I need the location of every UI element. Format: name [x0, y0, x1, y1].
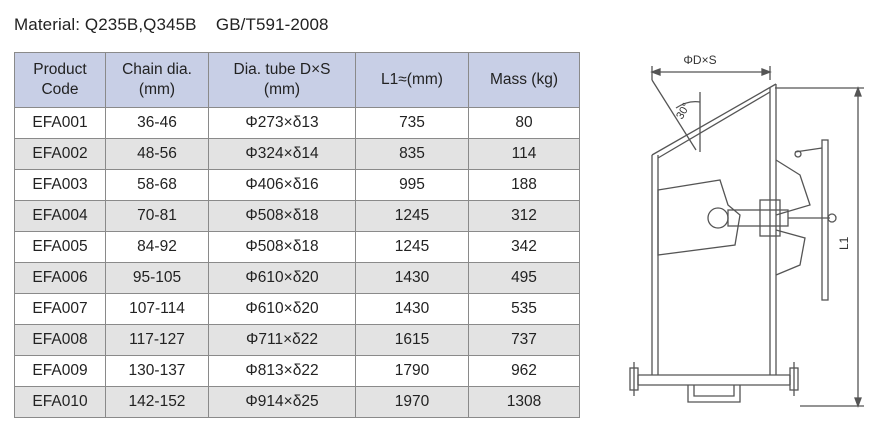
- table-cell: 1308: [469, 387, 580, 418]
- column-header: [469, 53, 580, 108]
- column-header: [356, 53, 469, 108]
- table-cell: 70-81: [106, 201, 209, 232]
- column-header: [209, 53, 356, 108]
- table-cell: Φ508×δ18: [209, 232, 356, 263]
- table-cell: 1615: [356, 325, 469, 356]
- column-header-line2: (mm): [263, 81, 301, 98]
- table-cell: Φ610×δ20: [209, 294, 356, 325]
- table-row: [15, 387, 580, 418]
- table-cell: EFA005: [15, 232, 106, 263]
- table-cell: 58-68: [106, 170, 209, 201]
- table-cell: 188: [469, 170, 580, 201]
- hawse-pipe-drawing: [600, 40, 870, 420]
- table-cell: EFA002: [15, 139, 106, 170]
- table-cell: EFA009: [15, 356, 106, 387]
- column-header-line1: Product: [33, 61, 87, 78]
- table-row: [15, 139, 580, 170]
- table-cell: 130-137: [106, 356, 209, 387]
- table-cell: 114: [469, 139, 580, 170]
- diameter-label: ΦD×S: [683, 53, 717, 67]
- table-cell: Φ273×δ13: [209, 108, 356, 139]
- column-header-line1: Chain dia.: [122, 61, 192, 78]
- table-row: [15, 170, 580, 201]
- table-row: [15, 108, 580, 139]
- table-cell: 962: [469, 356, 580, 387]
- table-cell: Φ711×δ22: [209, 325, 356, 356]
- table-cell: Φ610×δ20: [209, 263, 356, 294]
- table-cell: 1245: [356, 232, 469, 263]
- table-cell: EFA010: [15, 387, 106, 418]
- table-cell: 1245: [356, 201, 469, 232]
- table-cell: 312: [469, 201, 580, 232]
- table-row: [15, 294, 580, 325]
- table-cell: EFA001: [15, 108, 106, 139]
- table-cell: EFA003: [15, 170, 106, 201]
- column-header-line1: L1≈(mm): [381, 71, 443, 88]
- length-label: L1: [837, 236, 851, 250]
- column-header-line2: Code: [41, 81, 79, 98]
- table-cell: 48-56: [106, 139, 209, 170]
- column-header: [106, 53, 209, 108]
- table-header-row: [15, 53, 580, 108]
- table-cell: 117-127: [106, 325, 209, 356]
- column-header-line1: Dia. tube D×S: [233, 61, 331, 78]
- table-row: [15, 356, 580, 387]
- table-cell: 80: [469, 108, 580, 139]
- table-cell: Φ324×δ14: [209, 139, 356, 170]
- table-cell: 737: [469, 325, 580, 356]
- table-cell: 735: [356, 108, 469, 139]
- table-cell: 495: [469, 263, 580, 294]
- table-row: [15, 201, 580, 232]
- table-cell: 835: [356, 139, 469, 170]
- material-standard-line: Material: Q235B,Q345B GB/T591-2008: [14, 15, 329, 34]
- table-cell: Φ406×δ16: [209, 170, 356, 201]
- column-header: [15, 53, 106, 108]
- table-cell: EFA007: [15, 294, 106, 325]
- table-cell: 1430: [356, 263, 469, 294]
- table-cell: Φ508×δ18: [209, 201, 356, 232]
- column-header-line2: (mm): [138, 81, 176, 98]
- table-row: [15, 232, 580, 263]
- table-cell: 535: [469, 294, 580, 325]
- table-cell: 84-92: [106, 232, 209, 263]
- table-row: [15, 325, 580, 356]
- table-cell: 342: [469, 232, 580, 263]
- table-cell: 1430: [356, 294, 469, 325]
- table-cell: 36-46: [106, 108, 209, 139]
- table-body: [15, 108, 580, 418]
- table-cell: Φ914×δ25: [209, 387, 356, 418]
- table-cell: 1970: [356, 387, 469, 418]
- table-cell: 1790: [356, 356, 469, 387]
- table-cell: Φ813×δ22: [209, 356, 356, 387]
- specification-table: [14, 52, 580, 418]
- table-cell: 995: [356, 170, 469, 201]
- table-row: [15, 263, 580, 294]
- table-cell: EFA008: [15, 325, 106, 356]
- table-cell: 107-114: [106, 294, 209, 325]
- table-cell: 142-152: [106, 387, 209, 418]
- table-cell: EFA006: [15, 263, 106, 294]
- angle-label: 30°: [674, 101, 693, 122]
- table-cell: EFA004: [15, 201, 106, 232]
- column-header-line1: Mass (kg): [489, 71, 559, 88]
- table-cell: 95-105: [106, 263, 209, 294]
